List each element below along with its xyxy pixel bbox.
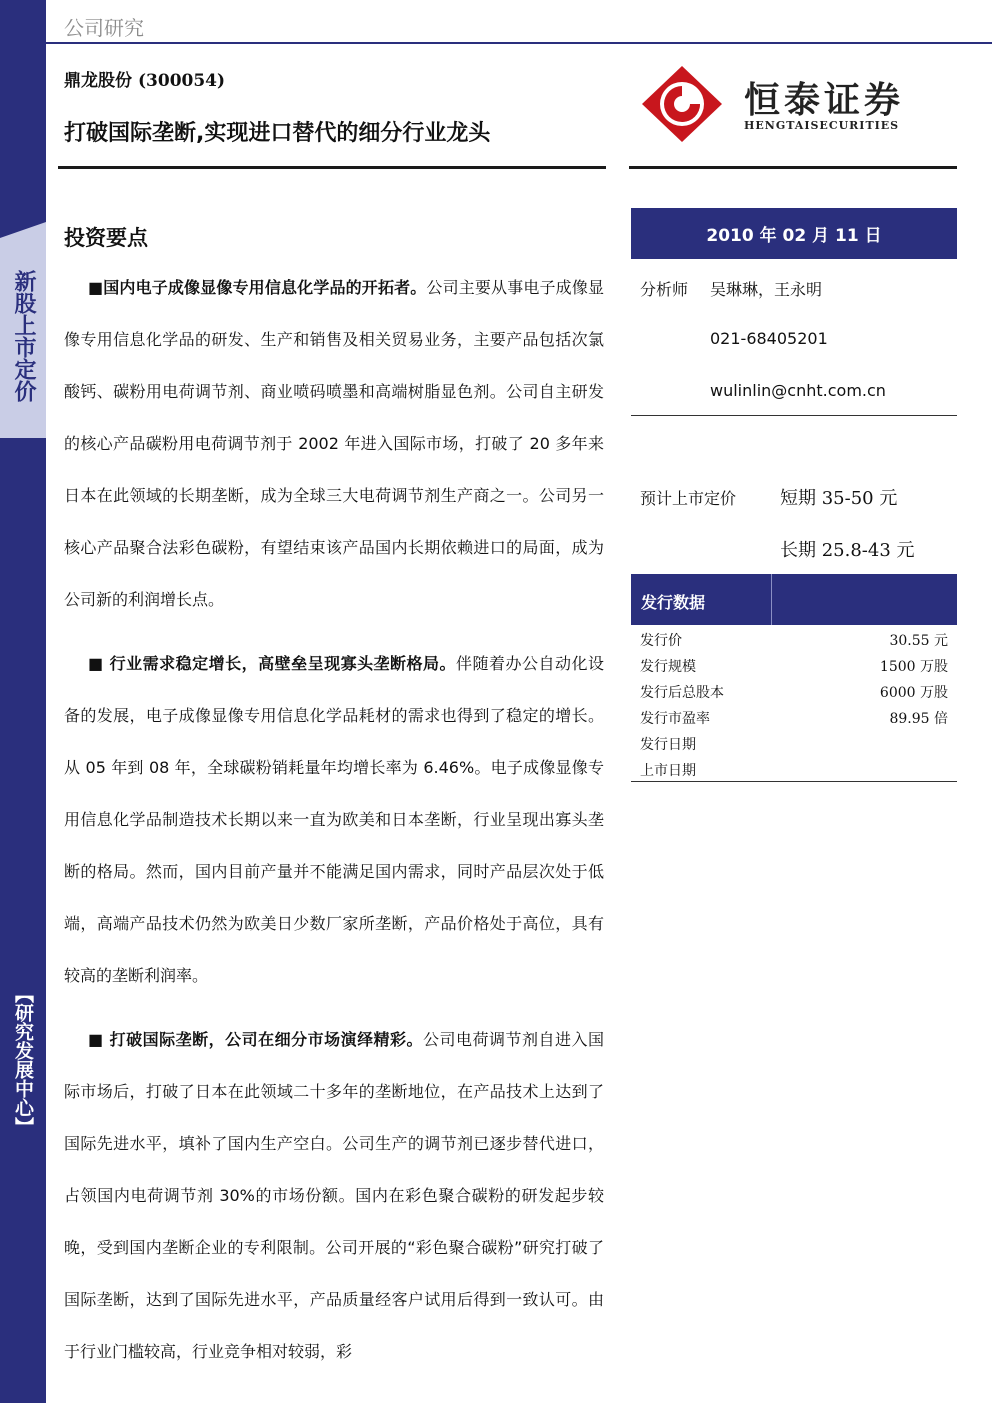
top-divider: [46, 42, 992, 44]
paragraph-3-body: 公司电荷调节剂自进入国际市场后，打破了日本在此领域二十多年的垄断地位，在产品技术上达到了国际先进水平，填补了国内生产空白。公司生产的调节剂已逐步替代进口，占领国内电荷调节剂 30%的市场份额。国内在彩色聚合碳粉的研发起步较晚，受到国内垄断企业的专利限制。公司开展的“彩色聚合碳粉”研究打破了国际垄断，达到了国际先进水平，产品质量经客户试用后得到一致认可。由于行业门槛较高，行业竞争相对较弱，彩: [64, 1030, 604, 1361]
issue-row: [640, 760, 948, 786]
logo-divider: [629, 166, 957, 169]
paragraph-2: [64, 638, 604, 1002]
issue-row-label: 发行市盈率: [640, 711, 710, 727]
issue-header-divider: [771, 574, 772, 625]
issue-row-label: 上市日期: [640, 763, 696, 779]
analyst-email[interactable]: wulinlin@cnht.com.cn: [710, 381, 886, 400]
paragraph-3-lead: ■ 打破国际垄断，公司在细分市场演绎精彩。: [88, 1030, 424, 1049]
report-category: 公司研究: [64, 16, 144, 40]
analyst-names: 吴琳琳，王永明: [710, 280, 823, 299]
paragraph-1: [64, 262, 604, 626]
issue-row: [640, 708, 948, 734]
issue-row-label: 发行规模: [640, 659, 696, 675]
issue-row-value: 1500 万股: [879, 659, 948, 675]
left-sidebar: [0, 0, 46, 1403]
paragraph-3: [64, 1014, 604, 1378]
paragraph-1-lead: ■国内电子成像显像专用信息化学品的开拓者。: [88, 278, 427, 297]
analyst-phone: 021-68405201: [710, 329, 828, 348]
report-headline: 打破国际垄断,实现进口替代的细分行业龙头: [64, 121, 491, 146]
issue-data-title: 发行数据: [641, 593, 706, 612]
analyst-divider: [631, 415, 957, 416]
logo-name-zh: 恒泰证券: [744, 80, 905, 121]
company-name: 鼎龙股份: [64, 71, 132, 91]
price-label: 预计上市定价: [640, 489, 737, 508]
sidebar-center-label: 【研究发展中心】: [12, 984, 34, 1136]
issue-row-value: 30.55 元: [889, 633, 948, 649]
issue-data-bottom-rule: [631, 781, 957, 782]
long-term-price: 长期 25.8-43 元: [780, 540, 915, 561]
report-date: 2010 年 02 月 11 日: [631, 208, 957, 259]
logo-name-en: HENGTAISECURITIES: [744, 119, 900, 132]
stock-code: (300054): [138, 71, 226, 91]
paragraph-2-body: 伴随着办公自动化设备的发展，电子成像显像专用信息化学品耗材的需求也得到了稳定的增长。从 05 年到 08 年，全球碳粉销耗量年均增长率为 6.46%。电子成像显像专用信息化学品制造技术长期以来一直为欧美和日本垄断，行业呈现出寡头垄断的格局。然而，国内目前产量并不能满足国内需求，同时产品层次处于低端，高端产品技术仍然为欧美日少数厂家所垄断，产品价格处于高位，具有较高的垄断利润率。: [64, 654, 604, 985]
issue-row-value: 6000 万股: [879, 685, 948, 701]
issue-data-header: [631, 574, 957, 625]
company-line: [64, 66, 225, 91]
paragraph-2-lead: ■ 行业需求稳定增长，高壁垒呈现寡头垄断格局。: [88, 654, 457, 673]
issue-row: [640, 682, 948, 708]
paragraph-1-body: 公司主要从事电子成像显像专用信息化学品的研发、生产和销售及相关贸易业务，主要产品包括次氯酸钙、碳粉用电荷调节剂、商业喷码喷墨和高端树脂显色剂。公司自主研发的核心产品碳粉用电荷调节剂于 2002 年进入国际市场，打破了 20 多年来日本在此领域的长期垄断，成为全球三大电荷调节剂生产商之一。公司另一核心产品聚合法彩色碳粉，有望结束该产品国内长期依赖进口的局面，成为公司新的利润增长点。: [64, 278, 604, 609]
analyst-label: 分析师: [640, 280, 689, 299]
headline-divider: [58, 166, 606, 169]
issue-row: [640, 734, 948, 760]
issue-row-value: 89.95 倍: [889, 711, 948, 727]
issue-row: [640, 630, 948, 656]
short-term-price: 短期 35-50 元: [780, 488, 898, 509]
investment-highlights-title: 投资要点: [64, 226, 148, 250]
issue-row-label: 发行日期: [640, 737, 696, 753]
issue-row-label: 发行价: [640, 633, 682, 649]
issue-row: [640, 656, 948, 682]
issue-row-label: 发行后总股本: [640, 685, 724, 701]
sidebar-tag: 新股上市定价: [11, 270, 36, 402]
